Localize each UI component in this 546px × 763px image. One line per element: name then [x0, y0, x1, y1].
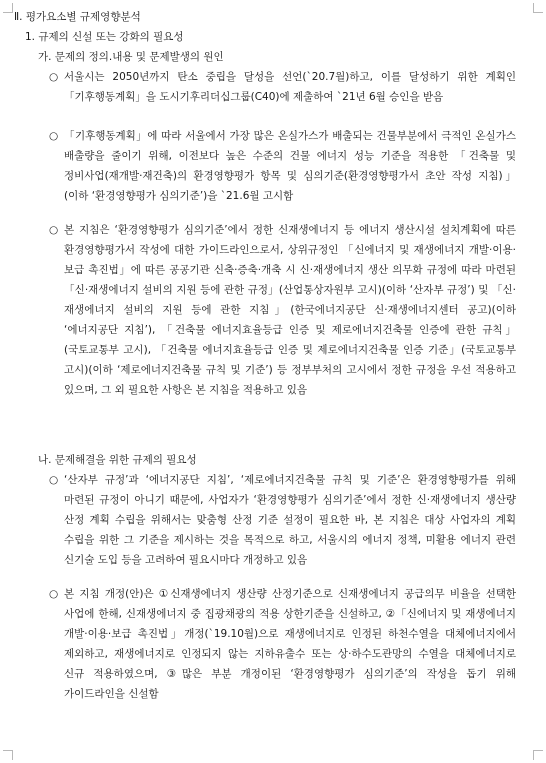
section-ga-paragraph-1: [49, 67, 516, 107]
bullet-icon: ○: [49, 474, 59, 486]
section-na-paragraph-2: [49, 584, 516, 704]
page-corner-mark-top-right: [533, 3, 543, 13]
paragraph-text: 본 지침은 ‘환경영향평가 심의기준’에서 정한 신재생에너지 등 에너지 생산시설 설치계획에 따른 환경영향평가서 작성에 대한 가이드라인으로서, 상위규정인 「신에너지 및 재생에너지 개발·이용·보급 촉진법」에 따른 공공기관 신축·증축·개축 시 신·재생에너지 생산 의무화 규정에 따라 마련된「신·재생에너지 설비의 지원 등에 관한 규정」(산업통상자원부 고시)(이하 ‘산자부 규정’) 및 「신·재생에너지 설비의 지원 등에 관한 지침」(한국에너지공단 신·재생에너지센터 공고)(이하 ‘에너지공단 지침’), 「건축물 에너지효율등급 인증 및 제로에너지건축물 인증에 관한 규칙」(국토교통부 고시), 「건축물 에너지효율등급 인증 및 제로에너지건축물 인증 기준」(국토교통부 고시)(이하 ‘제로에너지건축물 규칙 및 기준’) 등 정부부처의 고시에서 정한 규정을 우선 적용하고 있으며, 그 외 필요한 사항은 본 지침을 적용하고 있음: [64, 224, 516, 396]
section-na-paragraph-1: [49, 470, 516, 570]
page-corner-mark-bottom-left: [3, 750, 13, 760]
bullet-icon: ○: [49, 71, 59, 83]
subsection-heading: 1. 규제의 신설 또는 강화의 필요성: [25, 31, 184, 43]
paragraph-text: 「기후행동계획」에 따라 서울에서 가장 많은 온실가스가 배출되는 건물부분에서 극적인 온실가스 배출량을 줄이기 위해, 이전보다 높은 수준의 건물 에너지 성능 기준을 적용한 「건축물 및 정비사업(재개발·재건축)의 환경영향평가 항목 및 심의기준(환경영향평가서 초안 작성 지침)」(이하 ‘환경영향평가 심의기준’)을 `21.6월 고시함: [64, 130, 516, 202]
section-na-title: 나. 문제해결을 위한 규제의 필요성: [38, 454, 197, 466]
paragraph-text: 본 지침 개정(안)은 ①신재생에너지 생산량 산정기준으로 신재생에너지 공급의무 비율을 선택한 사업에 한해, 신재생에너지 중 집광채광의 적용 상한기준을 신설하고, ②「신에너지 및 재생에너지 개발·이용·보급 촉진법」개정(`19.10월)으로 재생에너지로 인정된 하천수열을 대체에너지에서 제외하고, 재생에너지로 인정되지 않는 지하유출수 또는 상·하수도관망의 수열을 대체에너지로 신규 적용하였으며, ③많은 부분 개정이된 ‘환경영향평가 심의기준’의 작성을 돕기 위해 가이드라인을 신설함: [64, 588, 516, 700]
bullet-icon: ○: [49, 130, 59, 142]
page-corner-mark-top-left: [3, 3, 13, 13]
section-ga-paragraph-3: [49, 220, 516, 400]
paragraph-text: 서울시는 2050년까지 탄소 중립을 달성을 선언(`20.7월)하고, 이를 달성하기 위한 계획인 「기후행동계획」을 도시기후리더십그룹(C40)에 제출하여 `21년 6월 승인을 받음: [64, 71, 516, 103]
paragraph-text: ‘산자부 규정’과 ‘에너지공단 지침’, ‘제로에너지건축물 규칙 및 기준’은 환경영향평가를 위해 마련된 규정이 아니기 때문에, 사업자가 ‘환경영향평가 심의기준’에서 정한 신·재생에너지 생산량 산정 계획 수립을 위해서는 맞춤형 산정 기준 설정이 필요한 바, 본 지침은 대상 사업자의 계획 수립을 위한 그 기준을 제시하는 것을 목적으로 하고, 서울시의 에너지 정책, 미활용 에너지 관련 신기술 도입 등을 고려하여 필요시마다 개정하고 있음: [64, 474, 516, 566]
bullet-icon: ○: [49, 588, 59, 600]
page-corner-mark-bottom-right: [533, 750, 543, 760]
section-heading: Ⅱ. 평가요소별 규제영향분석: [14, 11, 141, 23]
section-ga-title: 가. 문제의 정의.내용 및 문제발생의 원인: [38, 51, 224, 63]
bullet-icon: ○: [49, 224, 59, 236]
section-ga-paragraph-2: [49, 126, 516, 206]
